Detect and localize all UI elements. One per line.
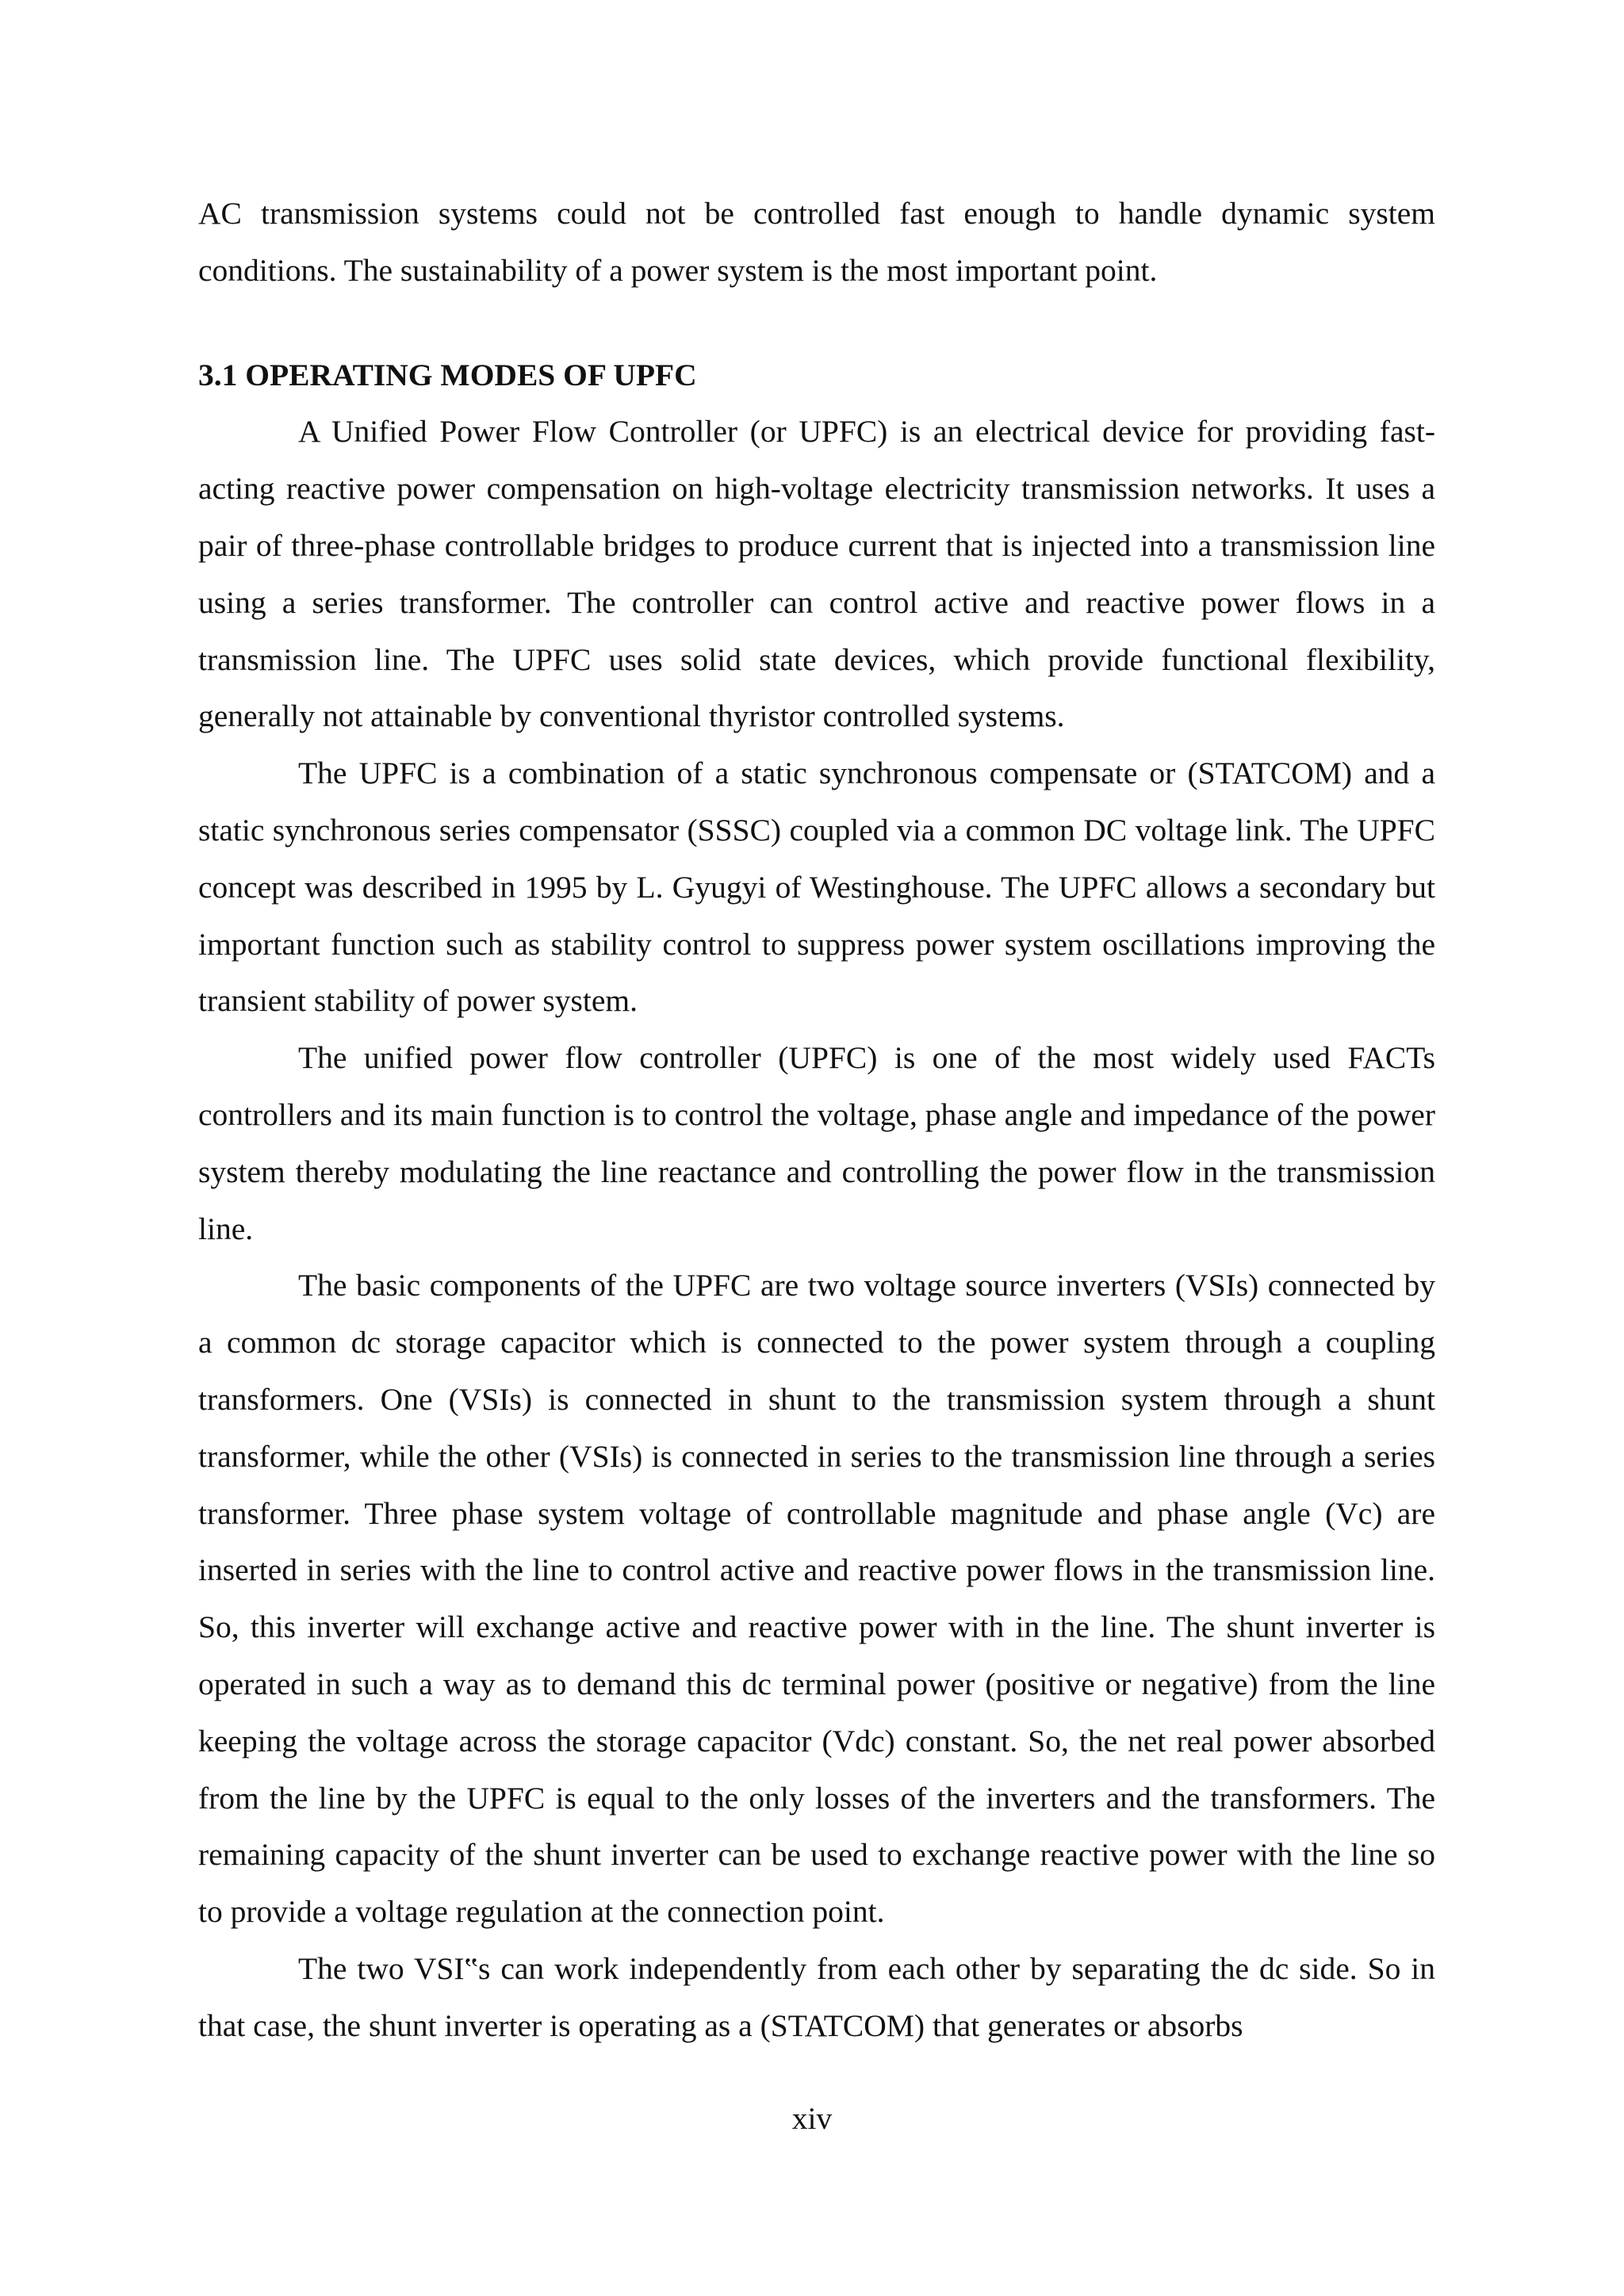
paragraph-upfc-definition: A Unified Power Flow Controller (or UPFC) is an electrical device for providing fast-acting reactive power compensation on high-voltage electricity transmission networks. It uses a pair of three-phase controllable bridges to produce current that is injected into a transmission line using a series transformer. The controller can control active and reactive power flows in a transmission line. The UPFC uses solid state devices, which provide functional flexibility, generally not attainable by conventional thyristor controlled systems. (198, 414, 1435, 734)
section-heading: 3.1 OPERATING MODES OF UPFC (198, 357, 697, 392)
page-number: xiv (791, 2101, 833, 2136)
paragraph-upfc-combination: The UPFC is a combination of a static synchronous compensate or (STATCOM) and a static synchronous series compensator (SSSC) coupled via a common DC voltage link. The UPFC concept was described in 1995 by L. Gyugyi of Westinghouse. The UPFC allows a secondary but important function such as stability control to suppress power system oscillations improving the transient stability of power system. (198, 756, 1435, 1019)
paragraph-upfc-components: The basic components of the UPFC are two voltage source inverters (VSIs) connected by a common dc storage capacitor which is connected to the power system through a coupling transformers. One (VSIs) is connected in shunt to the transmission system through a shunt transformer, while the other (VSIs) is connected in series to the transmission line through a series transformer. Three phase system voltage of controllable magnitude and phase angle (Vc) are inserted in series with the line to control active and reactive power flows in the transmission line. So, this inverter will exchange active and reactive power with in the line. The shunt inverter is operated in such a way as to demand this dc terminal power (positive or negative) from the line keeping the voltage across the storage capacitor (Vdc) constant. So, the net real power absorbed from the line by the UPFC is equal to the only losses of the inverters and the transformers. The remaining capacity of the shunt inverter can be used to exchange reactive power with the line so to provide a voltage regulation at the connection point. (198, 1268, 1435, 1930)
intro-paragraph: AC transmission systems could not be controlled fast enough to handle dynamic system conditions. The sustainability of a power system is the most important point. (198, 196, 1435, 288)
paragraph-vsi-independent: The two VSI‟s can work independently from each other by separating the dc side. So in that case, the shunt inverter is operating as a (STATCOM) that generates or absorbs (198, 1950, 1435, 2043)
page-body (198, 186, 1435, 2055)
paragraph-upfc-function: The unified power flow controller (UPFC) is one of the most widely used FACTs controllers and its main function is to control the voltage, phase angle and impedance of the power system thereby modulating the line reactance and controlling the power flow in the transmission line. (198, 1040, 1435, 1246)
